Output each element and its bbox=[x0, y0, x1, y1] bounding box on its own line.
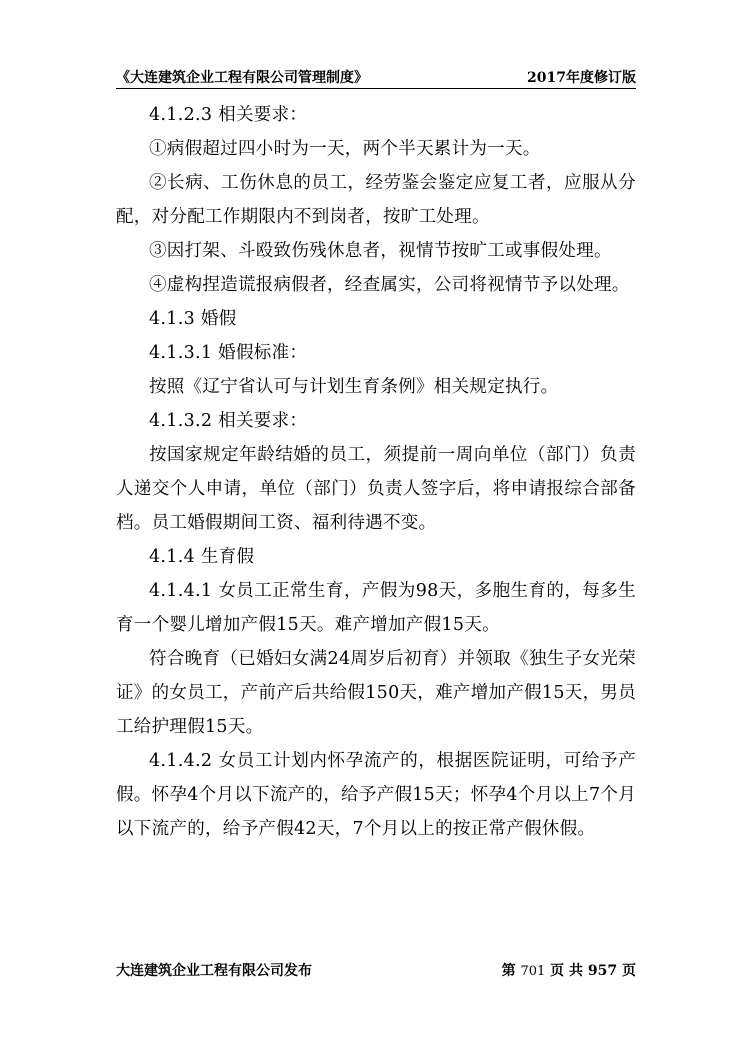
body-paragraph: 4.1.4.1 女员工正常生育，产假为98天，多胞生育的，每多生育一个婴儿增加产假15天。难产增加产假15天。 bbox=[116, 581, 636, 635]
total-page-number: 957 bbox=[587, 963, 618, 979]
current-page-number: 701 bbox=[520, 964, 546, 979]
list-item: ④虚构捏造谎报病假者，经查属实，公司将视情节予以处理。 bbox=[149, 275, 630, 295]
body-paragraph: 4.1.4.2 女员工计划内怀孕流产的，根据医院证明，可给予产假。怀孕4个月以下流产的，给予产假15天；怀孕4个月以上7个月以下流产的，给予产假42天，7个月以上的按正常产假休假。 bbox=[116, 751, 636, 839]
page-footer bbox=[116, 960, 636, 982]
page-number bbox=[502, 960, 636, 980]
page-header bbox=[116, 66, 636, 89]
document-title: 《大连建筑企业工程有限公司管理制度》 bbox=[116, 70, 368, 86]
page-prefix: 第 bbox=[501, 963, 516, 979]
section-heading: 4.1.3 婚假 bbox=[149, 309, 237, 329]
section-heading: 4.1.3.2 相关要求： bbox=[149, 411, 308, 431]
body-paragraph: 符合晚育（已婚妇女满24周岁后初育）并领取《独生子女光荣证》的女员工，产前产后共给假150天，难产增加产假15天，男员工给护理假15天。 bbox=[116, 649, 636, 737]
list-item: ②长病、工伤休息的员工，经劳鉴会鉴定应复工者，应服从分配，对分配工作期限内不到岗者，按旷工处理。 bbox=[116, 173, 636, 227]
publisher-label: 大连建筑企业工程有限公司发布 bbox=[116, 963, 312, 979]
page-middle: 页 共 bbox=[550, 963, 584, 979]
page-suffix: 页 bbox=[622, 963, 636, 979]
document-body bbox=[116, 98, 636, 846]
section-heading: 4.1.3.1 婚假标准： bbox=[149, 343, 308, 363]
section-heading: 4.1.4 生育假 bbox=[149, 547, 255, 567]
list-item: ③因打架、斗殴致伤残休息者，视情节按旷工或事假处理。 bbox=[149, 241, 612, 261]
list-item: ①病假超过四小时为一天，两个半天累计为一天。 bbox=[149, 139, 541, 159]
edition-label: 2017年度修订版 bbox=[527, 70, 636, 86]
body-paragraph: 按国家规定年龄结婚的员工，须提前一周向单位（部门）负责人递交个人申请，单位（部门）负责人签字后，将申请报综合部备档。员工婚假期间工资、福利待遇不变。 bbox=[116, 445, 636, 533]
section-heading: 4.1.2.3 相关要求： bbox=[149, 105, 308, 125]
body-paragraph: 按照《辽宁省认可与计划生育条例》相关规定执行。 bbox=[149, 377, 559, 397]
